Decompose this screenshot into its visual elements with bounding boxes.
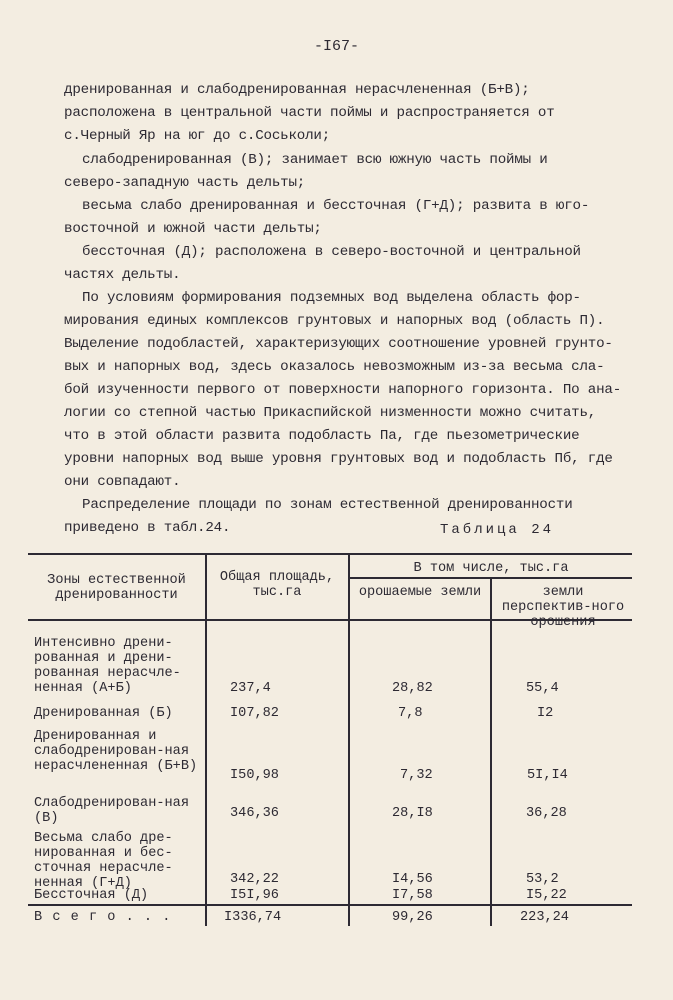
table-row-zone: Дренированная (Б) <box>34 706 173 721</box>
table-row-perspective: I2 <box>537 706 554 721</box>
header-irrigated: орошаемые земли <box>358 585 482 600</box>
text-line: бой изученности первого от поверхности напорного горизонта. По ана- <box>64 382 622 398</box>
text-line: бессточная (Д); расположена в северо-восточной и центральной <box>82 244 581 260</box>
text-line: приведено в табл.24. <box>64 520 231 536</box>
column-divider <box>490 578 492 926</box>
text-line: Распределение площади по зонам естественной дренированности <box>82 497 573 513</box>
table-row-irrigated: 7,32 <box>400 768 433 783</box>
table-row-perspective: I5,22 <box>526 888 567 903</box>
table-row-perspective: 55,4 <box>526 681 559 696</box>
text-line: частях дельты. <box>64 267 181 283</box>
column-divider <box>348 554 350 926</box>
text-line: восточной и южной части дельты; <box>64 221 322 237</box>
column-divider <box>205 554 207 926</box>
table-row-zone: Весьма слабо дре-нированная и бес-сточная нерасчле-ненная (Г+Д) <box>34 831 173 891</box>
table-row-irrigated: 28,82 <box>392 681 433 696</box>
table-row-zone: Бессточная (Д) <box>34 888 149 903</box>
text-line: мирования единых комплексов грунтовых и напорных вод (область П). <box>64 313 605 329</box>
table-row-area: I50,98 <box>230 768 279 783</box>
table-row-zone: Интенсивно дрени-рованная и дрени-рованная нерасчле-ненная (А+Б) <box>34 636 181 696</box>
table-caption: Таблица 24 <box>440 522 555 538</box>
text-line: северо-западную часть дельты; <box>64 175 306 191</box>
text-line: дренированная и слабодренированная нерасчлененная (Б+В); <box>64 82 530 98</box>
table-row-irrigated: 7,8 <box>398 706 423 721</box>
text-line: По условиям формирования подземных вод выделена область фор- <box>82 290 581 306</box>
text-line: расположена в центральной части поймы и распространяется от <box>64 105 555 121</box>
header-including: В том числе, тыс.га <box>413 561 569 576</box>
table-row-area: I5I,96 <box>230 888 279 903</box>
table-row-area: 237,4 <box>230 681 271 696</box>
table-row-perspective: 36,28 <box>526 806 567 821</box>
text-line: вых и напорных вод, здесь оказалось невозможным из-за весьма сла- <box>64 359 605 375</box>
table-row-zone: Слабодренирован-ная (В) <box>34 796 189 826</box>
table-row-total-label: В с е г о . . . <box>34 910 172 925</box>
table-row-total-perspective: 223,24 <box>520 910 569 925</box>
text-line: Выделение подобластей, характеризующих соотношение уровней грунто- <box>64 336 613 352</box>
table-row-area: I07,82 <box>230 706 279 721</box>
table-row-irrigated: I7,58 <box>392 888 433 903</box>
table-row-zone: Дренированная и слабодренирован-ная нерасчлененная (Б+В) <box>34 729 198 774</box>
text-line: уровни напорных вод выше уровня грунтовых вод и подобласть Пб, где <box>64 451 613 467</box>
header-zones: Зоны естественной дренированности <box>47 573 186 603</box>
text-line: весьма слабо дренированная и бессточная (Г+Д); развита в юго- <box>82 198 590 214</box>
table-row-irrigated: 28,I8 <box>392 806 433 821</box>
table-row-area: 342,22 <box>230 872 279 887</box>
text-line: с.Черный Яр на юг до с.Соськоли; <box>64 128 331 144</box>
table-top-rule <box>28 553 632 555</box>
text-line: логии со степной частью Прикаспийской низменности можно считать, <box>64 405 597 421</box>
table-row-perspective: 5I,I4 <box>527 768 568 783</box>
table-row-area: 346,36 <box>230 806 279 821</box>
table-row-perspective: 53,2 <box>526 872 559 887</box>
text-line: слабодренированная (В); занимает всю южную часть поймы и <box>82 152 548 168</box>
table-row-total-irrigated: 99,26 <box>392 910 433 925</box>
text-line: они совпадают. <box>64 474 181 490</box>
header-perspective: земли перспектив-ного орошения <box>501 585 625 630</box>
total-rule <box>28 904 632 906</box>
table-row-irrigated: I4,56 <box>392 872 433 887</box>
table-row-total-area: I336,74 <box>224 910 282 925</box>
page-number: -I67- <box>313 38 359 55</box>
text-line: что в этой области развита подобласть Па, где пьезометрические <box>64 428 580 444</box>
header-area: Общая площадь, тыс.га <box>219 570 335 600</box>
